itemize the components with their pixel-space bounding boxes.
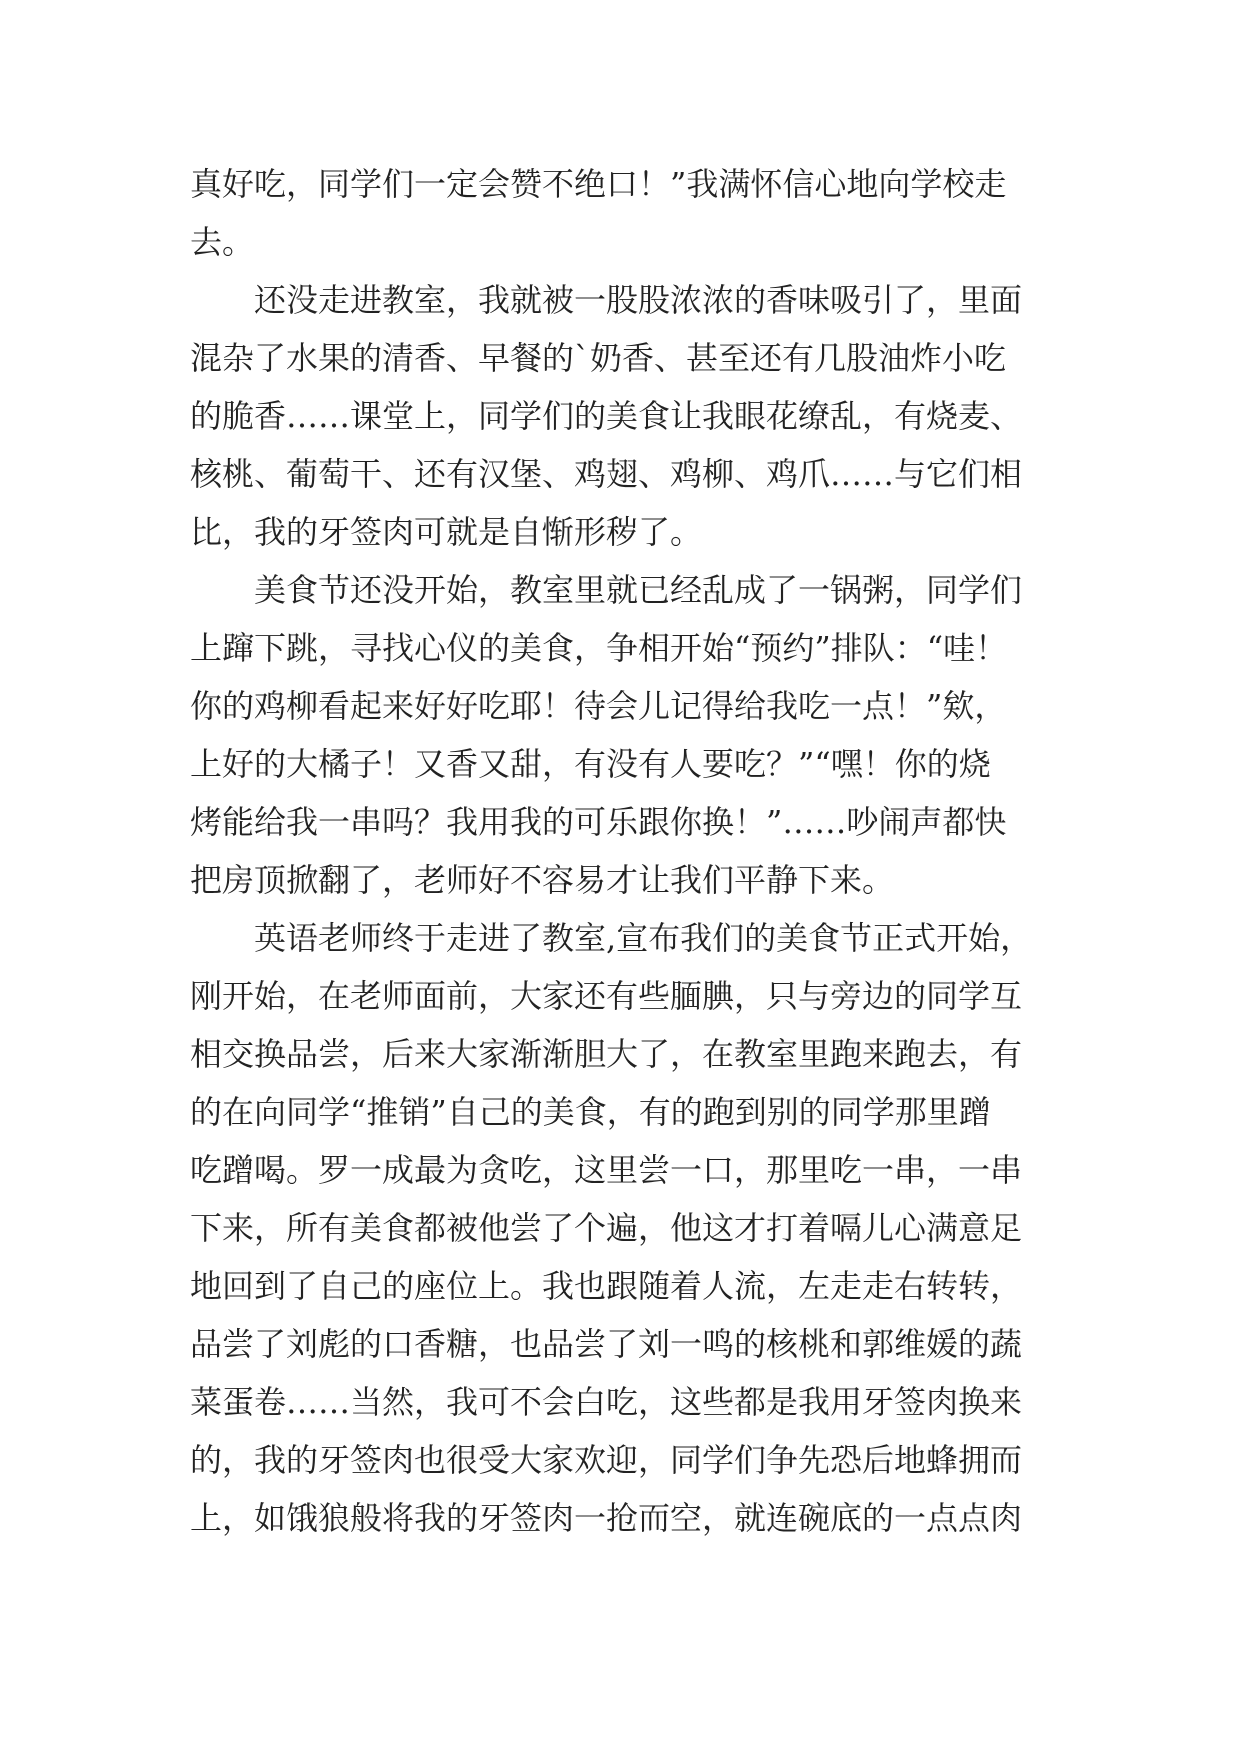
text-line: 下来，所有美食都被他尝了个遍，他这才打着嗝儿心满意足 bbox=[190, 1209, 1023, 1247]
paragraph-start-line: 英语老师终于走进了教室,宣布我们的美食节正式开始， bbox=[254, 919, 1033, 957]
text-line: 去。 bbox=[190, 223, 255, 261]
text-line: 真好吃，同学们一定会赞不绝口！”我满怀信心地向学校走 bbox=[190, 165, 1007, 203]
text-line: 的，我的牙签肉也很受大家欢迎，同学们争先恐后地蜂拥而 bbox=[190, 1441, 1023, 1479]
text-line: 你的鸡柳看起来好好吃耶！待会儿记得给我吃一点！”欸， bbox=[190, 687, 1007, 725]
text-line: 把房顶掀翻了，老师好不容易才让我们平静下来。 bbox=[190, 861, 895, 899]
text-line: 混杂了水果的清香、早餐的`奶香、甚至还有几股油炸小吃 bbox=[190, 339, 1007, 377]
text-line: 的脆香……课堂上，同学们的美食让我眼花缭乱，有烧麦、 bbox=[190, 397, 1023, 435]
text-line: 地回到了自己的座位上。我也跟随着人流，左走走右转转， bbox=[190, 1267, 1023, 1305]
text-line: 核桃、葡萄干、还有汉堡、鸡翅、鸡柳、鸡爪……与它们相 bbox=[190, 455, 1023, 493]
text-line: 品尝了刘彪的口香糖，也品尝了刘一鸣的核桃和郭维媛的蔬 bbox=[190, 1325, 1023, 1363]
text-line: 吃蹭喝。罗一成最为贪吃，这里尝一口，那里吃一串，一串 bbox=[190, 1151, 1023, 1189]
body-text bbox=[190, 155, 1070, 1547]
text-line: 相交换品尝，后来大家渐渐胆大了，在教室里跑来跑去，有 bbox=[190, 1035, 1023, 1073]
text-line: 烤能给我一串吗？我用我的可乐跟你换！”……吵闹声都快 bbox=[190, 803, 1007, 841]
text-line: 比，我的牙签肉可就是自惭形秽了。 bbox=[190, 513, 703, 551]
text-line: 菜蛋卷……当然，我可不会白吃，这些都是我用牙签肉换来 bbox=[190, 1383, 1023, 1421]
text-line: 上好的大橘子！又香又甜，有没有人要吃？”“嘿！你的烧 bbox=[190, 745, 991, 783]
text-line: 上，如饿狼般将我的牙签肉一抢而空，就连碗底的一点点肉 bbox=[190, 1499, 1023, 1537]
paragraph-start-line: 还没走进教室，我就被一股股浓浓的香味吸引了，里面 bbox=[254, 281, 1023, 319]
text-line: 上蹿下跳，寻找心仪的美食，争相开始“预约”排队：“哇！ bbox=[190, 629, 1008, 667]
paragraph-start-line: 美食节还没开始，教室里就已经乱成了一锅粥，同学们 bbox=[254, 571, 1023, 609]
text-line: 的在向同学“推销”自己的美食，有的跑到别的同学那里蹭 bbox=[190, 1093, 991, 1131]
text-line: 刚开始，在老师面前，大家还有些腼腆，只与旁边的同学互 bbox=[190, 977, 1023, 1015]
